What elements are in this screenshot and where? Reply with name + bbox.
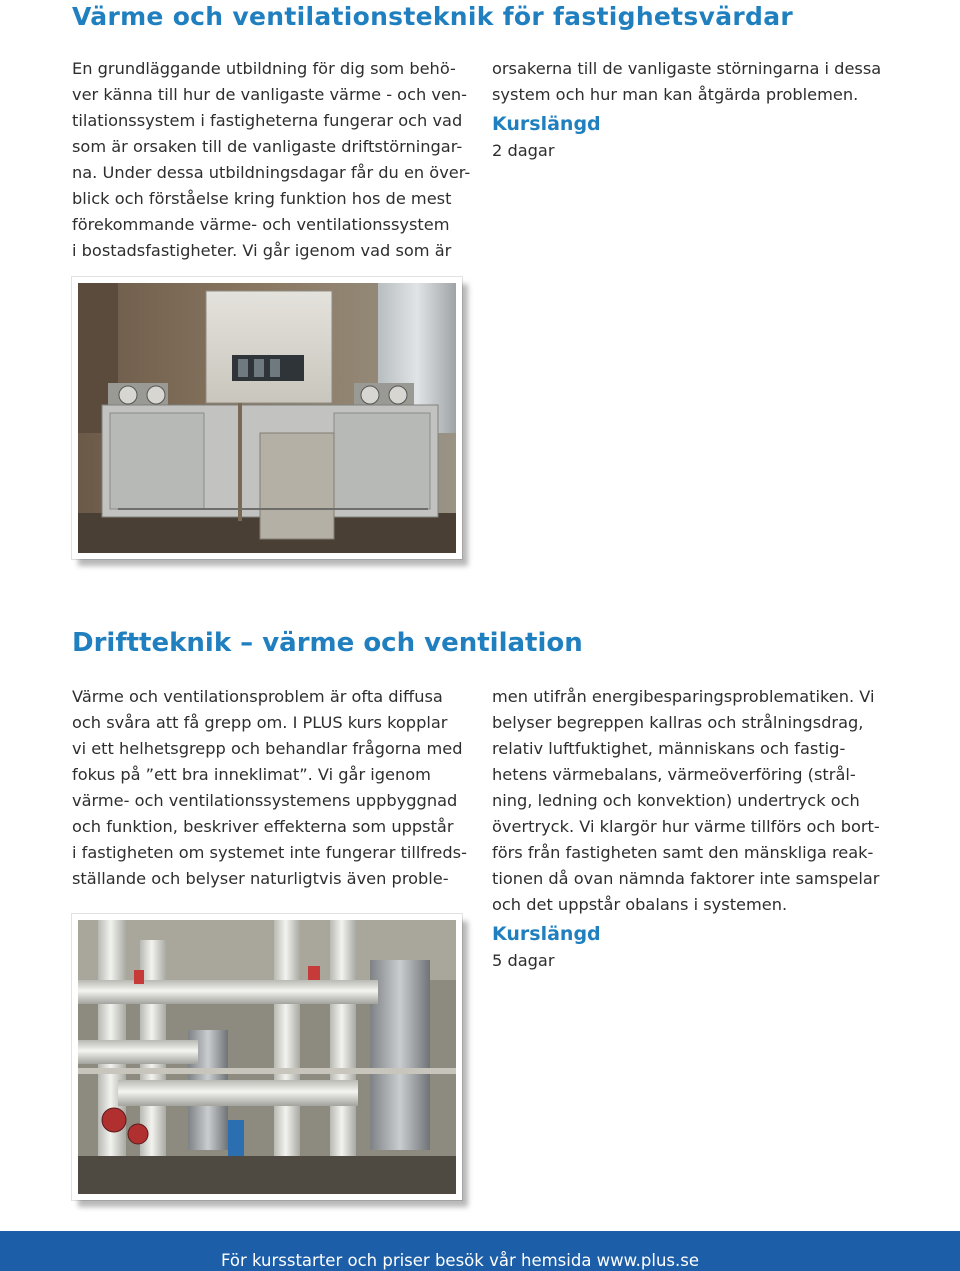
section1-column-left	[72, 56, 470, 264]
course-length-value: 5 dagar	[492, 951, 555, 970]
section2-column-right	[492, 684, 890, 974]
text-line: som är orsaken till de vanligaste driftstörningar-	[72, 137, 463, 156]
text-line: ver känna till hur de vanligaste värme - och ven-	[72, 85, 468, 104]
ventilation-unit-illustration	[78, 283, 456, 553]
text-line: i fastigheten om systemet inte fungerar tillfreds-	[72, 843, 467, 862]
ventilation-unit-photo-frame	[72, 277, 462, 559]
text-line: En grundläggande utbildning för dig som behö-	[72, 59, 456, 78]
text-line: ning, ledning och konvektion) undertryck och	[492, 791, 860, 810]
text-line: och det uppstår obalans i systemen.	[492, 895, 788, 914]
text-line: övertryck. Vi klargör hur värme tillförs och bort-	[492, 817, 880, 836]
text-line: system och hur man kan åtgärda problemen.	[492, 85, 859, 104]
ventilation-unit-photo	[78, 283, 456, 553]
text-line: i bostadsfastigheter. Vi går igenom vad som är	[72, 241, 452, 260]
text-line: tilationssystem i fastigheterna fungerar och vad	[72, 111, 463, 130]
text-line: belyser begreppen kallras och strålningsdrag,	[492, 713, 864, 732]
text-line: Värme och ventilationsproblem är ofta diffusa	[72, 687, 443, 706]
text-line: na. Under dessa utbildningsdagar får du en över-	[72, 163, 471, 182]
course-length-value: 2 dagar	[492, 141, 555, 160]
section1-title: Värme och ventilationsteknik för fastighetsvärdar	[72, 2, 793, 31]
text-line: och svåra att få grepp om. I PLUS kurs kopplar	[72, 713, 448, 732]
text-line: relativ luftfuktighet, människans och fastig-	[492, 739, 846, 758]
section1-column-right	[492, 56, 890, 164]
section1-paragraph-right	[492, 56, 890, 108]
text-line: och funktion, beskriver effekterna som uppstår	[72, 817, 454, 836]
section2-paragraph-left	[72, 684, 470, 892]
text-line: förs från fastigheten samt den mänskliga reak-	[492, 843, 874, 862]
text-line: hetens värmebalans, värmeöverföring (strål-	[492, 765, 856, 784]
text-line: vi ett helhetsgrepp och behandlar frågorna med	[72, 739, 463, 758]
footer-bar	[0, 1231, 960, 1271]
text-line: orsakerna till de vanligaste störningarna i dessa	[492, 59, 882, 78]
text-line: tionen då ovan nämnda faktorer inte samspelar	[492, 869, 880, 888]
text-line: fokus på ”ett bra inneklimat”. Vi går igenom	[72, 765, 431, 784]
section1-paragraph-left	[72, 56, 470, 264]
text-line: förekommande värme- och ventilationssystem	[72, 215, 450, 234]
heating-pipes-photo	[78, 920, 456, 1194]
section2-column-left	[72, 684, 470, 892]
text-line: ställande och belyser naturligtvis även proble-	[72, 869, 449, 888]
heating-pipes-photo-frame	[72, 914, 462, 1200]
text-line: värme- och ventilationssystemens uppbyggnad	[72, 791, 458, 810]
heating-pipes-illustration	[78, 920, 456, 1194]
course-length-label: Kurslängd	[492, 113, 601, 135]
text-line: men utifrån energibesparingsproblematiken. Vi	[492, 687, 875, 706]
text-line: blick och förståelse kring funktion hos de mest	[72, 189, 452, 208]
section2-title: Driftteknik – värme och ventilation	[72, 628, 583, 658]
footer-website-text: För kursstarter och priser besök vår hemsida www.plus.se	[220, 1251, 699, 1270]
course-length-label: Kurslängd	[492, 923, 601, 945]
section2-paragraph-right	[492, 684, 890, 918]
